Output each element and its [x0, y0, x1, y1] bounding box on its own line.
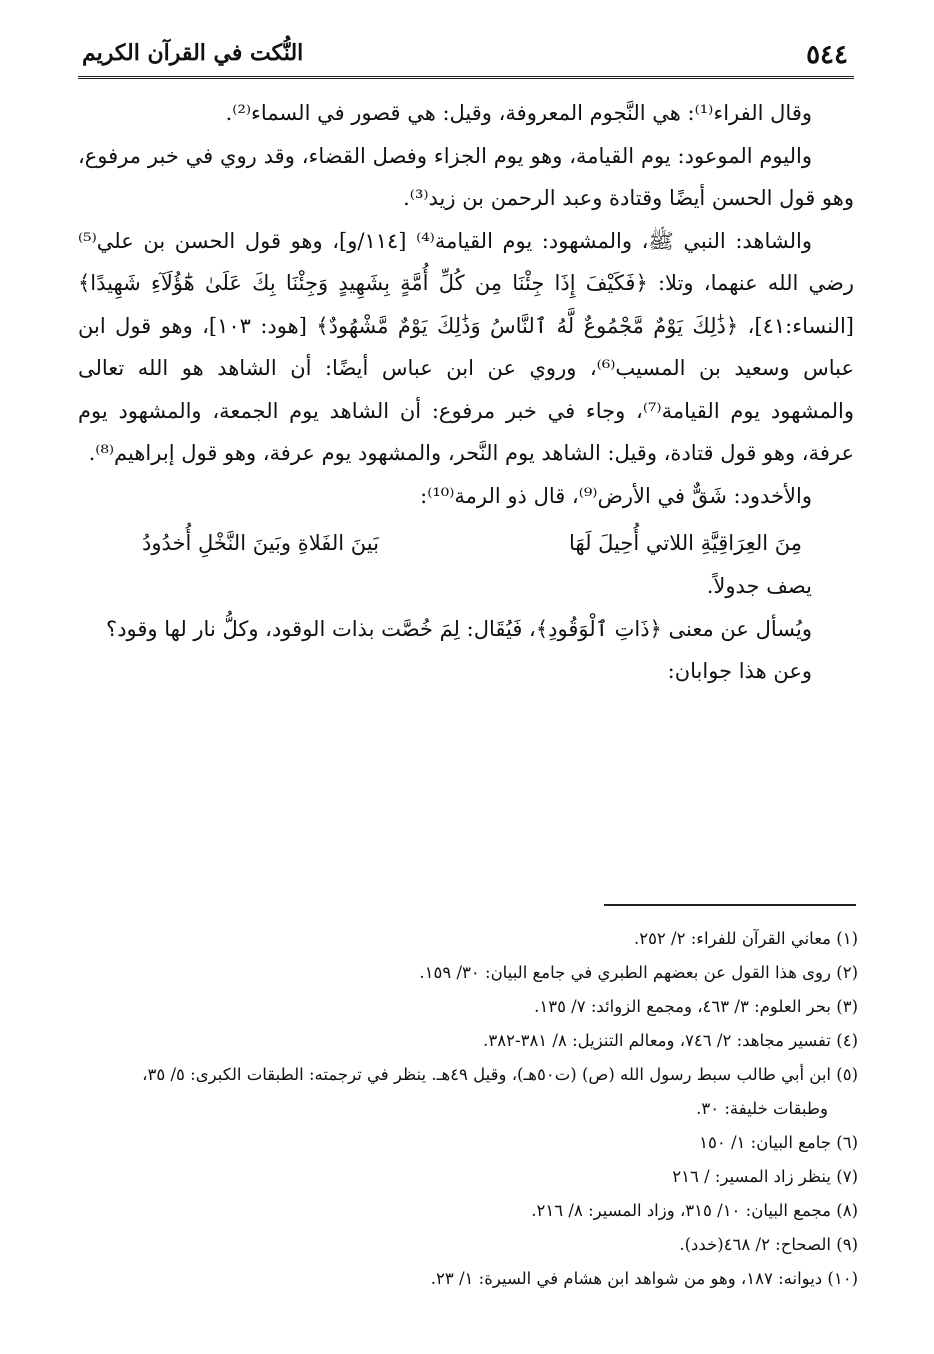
page-number: ٥٤٤ — [806, 40, 848, 70]
paragraph-question: ويُسأل عن معنى ﴿ذَاتِ ٱلْوَقُودِ﴾، فَيُقَال: لِمَ خُصَّت بذات الوقود، وكلُّ نار لها وقود؟ — [106, 616, 812, 641]
footnote-6: (٦) جامع البيان: ١/ ١٥٠ — [699, 1133, 858, 1152]
footnote-10: (١٠) ديوانه: ١٨٧، وهو من شواهد ابن هشام في السيرة: ١/ ٢٣. — [430, 1269, 858, 1288]
footnote-8: (٨) مجمع البيان: ١٠/ ٣١٥، وزاد المسير: ٨/ ٢١٦. — [531, 1201, 858, 1220]
footnote-2: (٢) روى هذا القول عن بعضهم الطبري في جامع البيان: ٣٠/ ١٥٩. — [419, 963, 858, 982]
paragraph-witness: والشاهد: النبي ﷺ، والمشهود: يوم القيامة⁽⁴⁾ [١١٤/و]، وهو قول الحسن بن علي⁽⁵⁾ رضي الله عنهما، وتلا: ﴿فَكَيْفَ إِذَا جِئْنَا مِن كُلِّ أُمَّةٍ بِشَهِيدٍ وَجِئْنَا بِكَ عَلَىٰ هَٰٓؤُلَآءِ شَهِيدًا﴾ [النساء:٤١]، ﴿ذَٰلِكَ يَوْمٌ مَّجْمُوعٌ لَّهُ ٱلنَّاسُ وَذَٰلِكَ يَوْمٌ مَّشْهُودٌ﴾ [هود: ١٠٣]، وهو قول ابن عباس وسعيد بن المسيب⁽⁶⁾، وروي عن ابن عباس أيضًا: أن الشاهد هو الله تعالى والمشهود يوم القيامة⁽⁷⁾، وجاء في خبر مرفوع: أن الشاهد يوم الجمعة، والمشهود يوم عرفة، وهو قول قتادة، وقيل: الشاهد يوم النَّحر، والمشهود يوم عرفة، وهو قول إبراهيم⁽⁸⁾. — [78, 228, 854, 465]
paragraph-describes-stream: يصف جدولاً. — [706, 574, 812, 598]
footnote-4: (٤) تفسير مجاهد: ٢/ ٧٤٦، ومعالم التنزيل: ٨/ ٣٨١-٣٨٢. — [483, 1031, 858, 1050]
verse-first-hemistich: مِنَ العِرَاقِيَّةِ اللاتي أُحِيلَ لَهَا — [569, 531, 802, 555]
paragraph-two-answers: وعن هذا جوابان: — [667, 659, 812, 683]
book-title: النُّكت في القرآن الكريم — [82, 40, 304, 66]
footnote-3: (٣) بحر العلوم: ٣/ ٤٦٣، ومجمع الزوائد: ٧/ ١٣٥. — [534, 997, 858, 1016]
poetry-verse — [142, 521, 802, 565]
verse-second-hemistich: بَينَ الفَلاةِ وبَينَ النَّخْلِ أُخدُودُ — [142, 531, 379, 555]
paragraph-ukhdud: والأخدود: شَقٌّ في الأرض⁽⁹⁾، قال ذو الرمة⁽¹⁰⁾: — [420, 483, 812, 508]
main-text — [78, 92, 854, 693]
footnote-7: (٧) ينظر زاد المسير: / ٢١٦ — [672, 1167, 858, 1186]
footnotes — [78, 922, 858, 1296]
paragraph-promised-day: واليوم الموعود: يوم القيامة، وهو يوم الجزاء وفصل القضاء، وقد روي في خبر مرفوع، وهو قول الحسن أيضًا وقتادة وعبد الرحمن بن زيد⁽³⁾. — [78, 143, 854, 210]
paragraph-farra: وقال الفراء⁽¹⁾: هي النَّجوم المعروفة، وقيل: هي قصور في السماء⁽²⁾. — [225, 101, 812, 125]
footnote-5: (٥) ابن أبي طالب سبط رسول الله (ص) (ت٥٠هـ)، وقيل ٤٩هـ. ينظر في ترجمته: الطبقات الكبرى: ٥/ ٣٥، — [142, 1065, 858, 1084]
header-divider — [78, 76, 854, 79]
footnote-divider — [604, 904, 856, 906]
footnote-9: (٩) الصحاح: ٢/ ٤٦٨(خدد). — [679, 1235, 858, 1254]
running-header — [78, 36, 854, 72]
footnote-5-continued: وطبقات خليفة: ٣٠. — [696, 1099, 828, 1118]
footnote-1: (١) معاني القرآن للفراء: ٢/ ٢٥٢. — [633, 929, 858, 948]
